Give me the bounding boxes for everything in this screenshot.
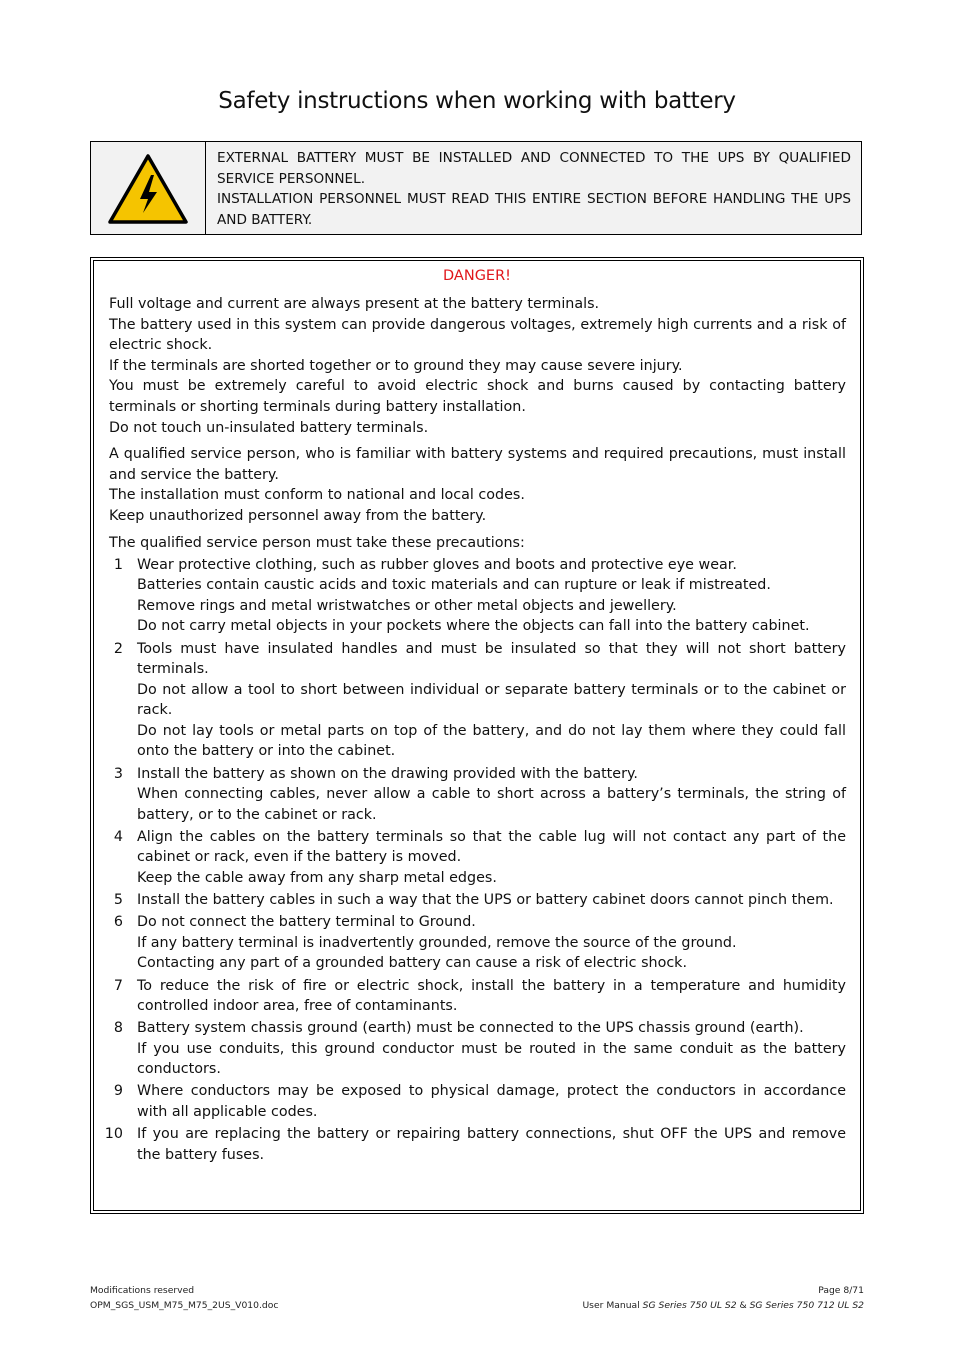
- qualified-paragraph: The installation must conform to national and local codes.: [109, 487, 525, 504]
- precautions-list: [104, 555, 846, 1166]
- list-item-line: Wear protective clothing, such as rubber gloves and boots and protective eye wear.: [137, 556, 737, 573]
- list-item-line: When connecting cables, never allow a cable to short across a battery’s terminals, the string of battery, or to the cabinet or rack.: [137, 786, 846, 823]
- list-item-number: 7: [113, 977, 123, 994]
- danger-paragraph: If the terminals are shorted together or to ground they may cause severe injury.: [109, 357, 683, 374]
- list-item-line: Remove rings and metal wristwatches or other metal objects and jewellery.: [137, 597, 677, 614]
- list-item-line: Install the battery cables in such a way that the UPS or battery cabinet doors cannot pinch them.: [137, 892, 834, 909]
- warning-icon-cell: [91, 142, 206, 234]
- danger-title: DANGER!: [443, 268, 511, 284]
- danger-box: [90, 257, 864, 1214]
- list-item-line: Do not lay tools or metal parts on top of the battery, and do not lay them where they could fall onto the battery or into the cabinet.: [137, 722, 846, 760]
- list-item-line: Align the cables on the battery terminals so that the cable lug will not contact any part of the cabinet or rack, even if the battery is moved.: [137, 828, 846, 866]
- list-item-number: 6: [113, 914, 123, 931]
- list-item: [109, 1018, 846, 1080]
- list-item-line: Do not carry metal objects in your pockets where the objects can fall into the battery cabinet.: [137, 618, 810, 635]
- danger-paragraph: You must be extremely careful to avoid electric shock and burns caused by contacting battery terminals or shorting terminals during battery installation.: [109, 378, 846, 415]
- qualified-paragraph: Keep unauthorized personnel away from the battery.: [109, 507, 487, 524]
- warning-text: [217, 148, 851, 230]
- list-item-line: Do not allow a tool to short between individual or separate battery terminals or to the cabinet or rack.: [137, 681, 846, 719]
- list-item: [109, 912, 846, 974]
- list-item-line: If you use conduits, this ground conductor must be routed in the same conduit as the battery conductors.: [137, 1040, 846, 1078]
- precautions-intro: The qualified service person must take these precautions:: [109, 534, 525, 551]
- footer-left: [90, 1283, 278, 1313]
- warning-line: INSTALLATION PERSONNEL MUST READ THIS ENTIRE SECTION BEFORE HANDLING THE UPS AND BATTERY.: [217, 191, 851, 228]
- list-item-number: 8: [113, 1020, 123, 1037]
- footer-model-1: SG Series 750 UL S2: [642, 1300, 737, 1311]
- list-item-line: Tools must have insulated handles and must be insulated so that they will not short battery terminals.: [137, 640, 846, 678]
- list-item-number: 1: [113, 556, 123, 573]
- list-item: [109, 890, 846, 911]
- list-item-number: 10: [104, 1126, 123, 1143]
- list-item-number: 5: [113, 892, 123, 909]
- list-item-line: To reduce the risk of fire or electric shock, install the battery in a temperature and humidity controlled indoor area, free of contaminants.: [137, 977, 846, 1015]
- list-item: [109, 1081, 846, 1122]
- list-item-line: Keep the cable away from any sharp metal edges.: [137, 870, 497, 887]
- footer-right: [582, 1283, 864, 1313]
- footer-page-number: Page 8/71: [818, 1285, 864, 1296]
- footer-manual-title: [582, 1298, 864, 1313]
- list-item-line: Battery system chassis ground (earth) must be connected to the UPS chassis ground (earth).: [137, 1020, 804, 1037]
- list-item-line: If you are replacing the battery or repairing battery connections, shut OFF the UPS and remove the battery fuses.: [137, 1126, 846, 1163]
- qualified-paragraph: A qualified service person, who is familiar with battery systems and required precautions, must install and service the battery.: [109, 446, 846, 483]
- footer-model-2: SG Series 750 712 UL S2: [749, 1300, 864, 1311]
- danger-paragraph: The battery used in this system can provide dangerous voltages, extremely high currents and a risk of electric shock.: [109, 316, 846, 354]
- list-item-number: 9: [113, 1083, 123, 1100]
- page-title: Safety instructions when working with battery: [218, 88, 736, 114]
- footer-filename: OPM_SGS_USM_M75_M75_2US_V010.doc: [90, 1300, 279, 1311]
- list-item-line: Contacting any part of a grounded battery can cause a risk of electric shock.: [137, 955, 688, 972]
- warning-line: EXTERNAL BATTERY MUST BE INSTALLED AND CONNECTED TO THE UPS BY QUALIFIED SERVICE PERSONNEL.: [217, 150, 851, 187]
- list-item-number: 2: [113, 640, 123, 657]
- list-item: [109, 827, 846, 889]
- list-item: [109, 976, 846, 1017]
- list-item: [104, 1124, 846, 1165]
- danger-box-inner: [93, 260, 861, 1211]
- high-voltage-icon: [107, 153, 189, 225]
- danger-paragraph: Do not touch un-insulated battery terminals.: [109, 419, 429, 436]
- danger-paragraph: Full voltage and current are always present at the battery terminals.: [109, 296, 600, 312]
- list-item-number: 3: [113, 765, 123, 782]
- warning-box: [90, 141, 862, 235]
- list-item-line: Where conductors may be exposed to physical damage, protect the conductors in accordance with all applicable codes.: [137, 1083, 846, 1121]
- footer-manual-label: User Manual: [582, 1300, 643, 1311]
- danger-body: [104, 294, 846, 1165]
- list-item-line: Batteries contain caustic acids and toxic materials and can rupture or leak if mistreated.: [137, 577, 771, 594]
- list-item: [109, 639, 846, 763]
- list-item-line: Install the battery as shown on the drawing provided with the battery.: [137, 765, 638, 782]
- footer-ampersand: &: [736, 1300, 750, 1311]
- list-item: [109, 555, 846, 637]
- list-item-line: Do not connect the battery terminal to Ground.: [137, 914, 476, 931]
- footer-modifications: Modifications reserved: [90, 1285, 195, 1296]
- list-item-number: 4: [113, 828, 123, 845]
- list-item: [109, 764, 846, 826]
- list-item-line: If any battery terminal is inadvertently grounded, remove the source of the ground.: [137, 934, 737, 951]
